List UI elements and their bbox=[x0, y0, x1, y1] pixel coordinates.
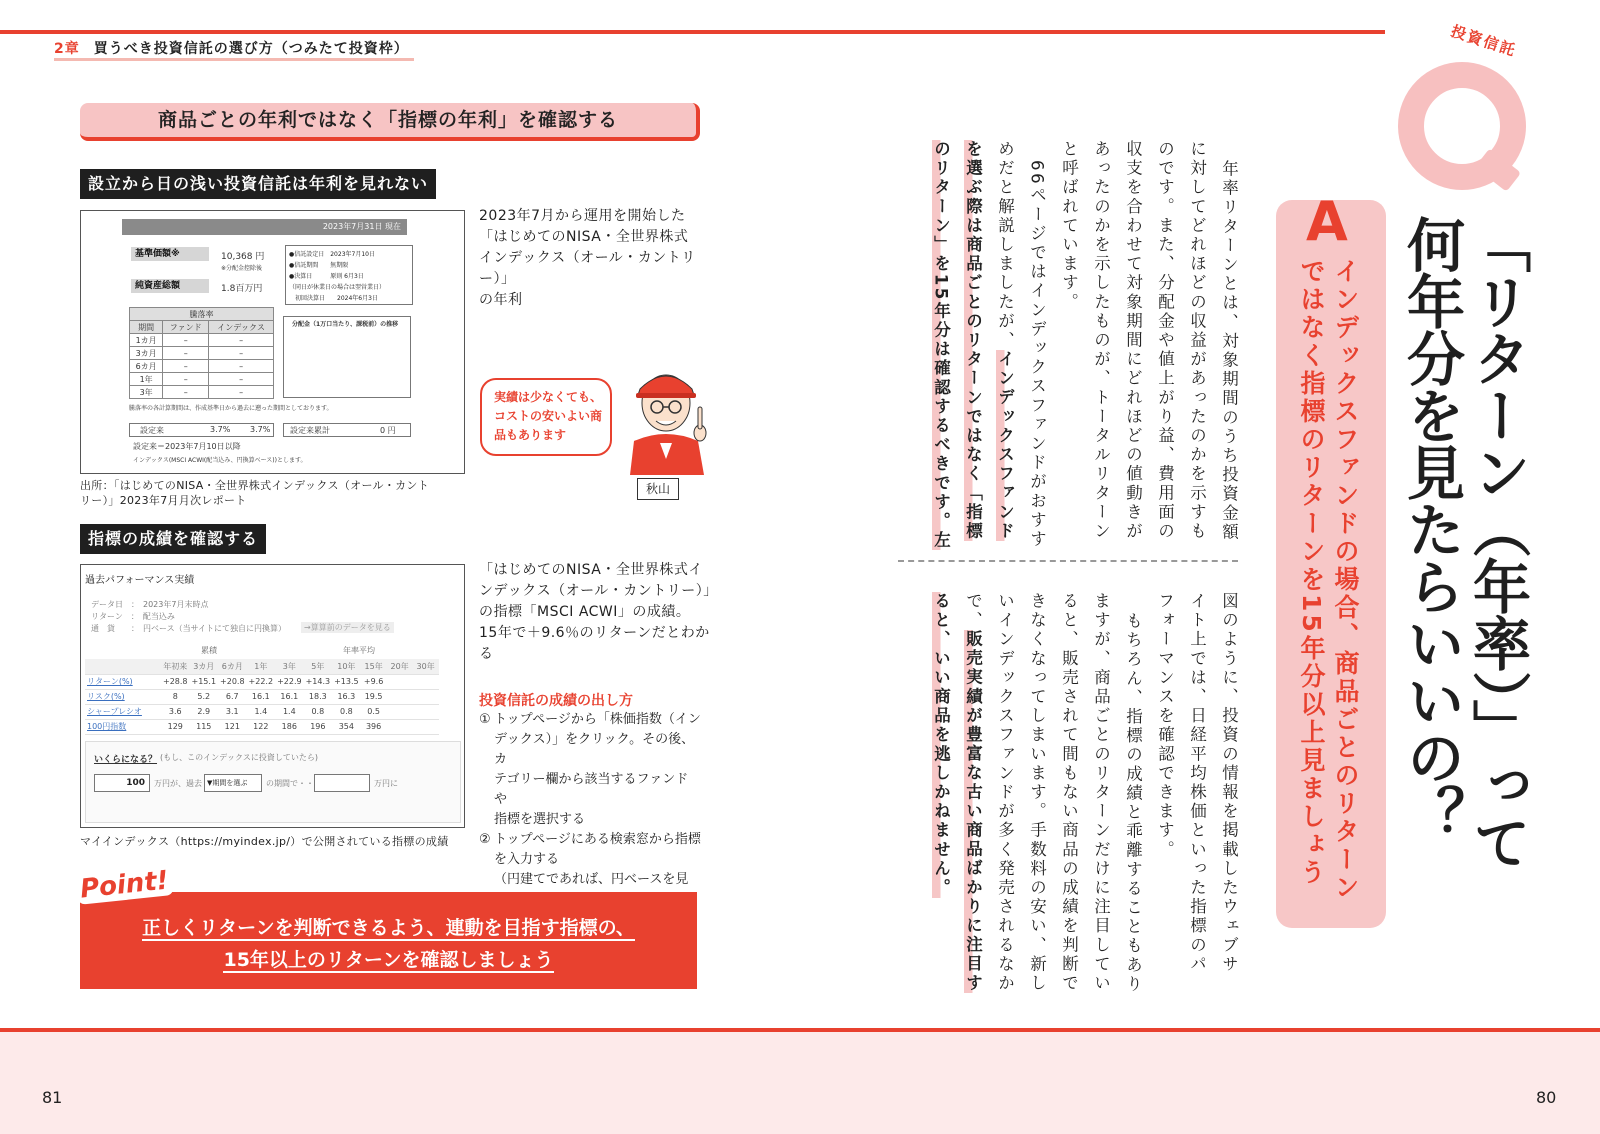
performance-title: 過去パフォーマンス実績 bbox=[85, 575, 195, 586]
top-rule bbox=[0, 30, 1385, 34]
calc-text: 万円に bbox=[374, 779, 398, 788]
page-number-left: 81 bbox=[42, 1088, 63, 1107]
speech-bubble: 実績は少なくても、コストの安いよい商品もあります bbox=[480, 378, 612, 456]
dashed-divider bbox=[898, 560, 1238, 562]
col-header: インデックス bbox=[209, 321, 274, 334]
table-row: 3カ月 – – bbox=[130, 347, 274, 360]
section2-label: 指標の成績を確認する bbox=[80, 524, 266, 554]
text-line: の指標「MSCI ACWI」の成績。 bbox=[479, 604, 691, 620]
body-col: 66ページではインデックスファンドがおすす bbox=[1027, 160, 1047, 550]
body-col: ると、販売されて間もない商品の成績を判断で bbox=[1059, 592, 1079, 994]
body-col: もちろん、指標の成績と乖離することもあり bbox=[1123, 612, 1143, 994]
chapter-number: 2章 bbox=[54, 41, 80, 57]
dividend-history-box bbox=[283, 316, 411, 398]
assets-label: 純資産総額 bbox=[131, 279, 209, 293]
info-line: （同日が休業日の場合は翌営業日） bbox=[289, 284, 386, 291]
emphasis-text: のリターン」を15年分は確認するべきです。左 bbox=[931, 140, 951, 551]
emphasis-text: 販売実績が豊富な古い商品ばかりに注目す bbox=[963, 630, 983, 994]
body-col: イト上では、日経平均株価といった指標のパ bbox=[1187, 592, 1207, 974]
since-index: 3.7% bbox=[250, 425, 271, 434]
col-header: 期間 bbox=[130, 321, 163, 334]
row-label-risk[interactable]: リスク(%) bbox=[85, 689, 161, 704]
nav-note: ※分配金控除後 bbox=[221, 265, 263, 272]
howto-list bbox=[479, 710, 701, 910]
table-row: シャープレシオ 3.6 2.9 3.1 1.4 1.4 0.8 0.8 0.5 bbox=[85, 704, 439, 719]
table-row: 6カ月 – – bbox=[130, 360, 274, 373]
body-col-emphasis bbox=[932, 140, 949, 550]
list-item: ① トップページから「株価指数（イン デックス）」をクリック。その後、カ テゴリー欄から該当するファンドや 指標を選択する bbox=[479, 712, 701, 827]
performance-table bbox=[85, 659, 439, 735]
info-line: ●信託期間 無期限 bbox=[289, 262, 349, 269]
table-row: 100円指数 129 115 121 122 186 196 354 396 bbox=[85, 719, 439, 734]
nav-label: 基準価額※ bbox=[131, 247, 209, 261]
table-row: 1カ月 – – bbox=[130, 334, 274, 347]
body-col: あったのかを示したものが、トータルリターン bbox=[1091, 140, 1111, 542]
div-total-label: 設定来累計 bbox=[290, 426, 330, 435]
div-total-value: 0 円 bbox=[380, 426, 396, 435]
table-row: リターン(%) +28.8 +15.1 +20.8 +22.2 +22.9 +14.3 +13.5 +9.6 bbox=[85, 674, 439, 689]
table-row: 1年 – – bbox=[130, 373, 274, 386]
info-line: ●信託設定日 2023年7月10日 bbox=[289, 251, 375, 258]
point-tag: Point! bbox=[75, 865, 174, 905]
section-banner: 商品ごとの年利ではなく「指標の年利」を確認する bbox=[80, 103, 700, 141]
table-row: リスク(%) 8 5.2 6.7 16.1 16.1 18.3 16.3 19.5 bbox=[85, 689, 439, 704]
chapter-heading bbox=[54, 38, 409, 58]
calc-text: の期間で・・ bbox=[266, 779, 314, 788]
text-line: 「はじめてのNISA・全世界株式イ bbox=[479, 562, 703, 578]
caption-line: 出所：「はじめてのNISA・全世界株式インデックス（オール・カント bbox=[80, 479, 430, 492]
since-fund: 3.7% bbox=[210, 425, 231, 434]
fund-description bbox=[479, 206, 709, 311]
answer-line1: インデックスファンドの場合、商品ごとのリターン bbox=[1331, 258, 1360, 902]
body-col bbox=[996, 140, 1013, 541]
return-rate-table bbox=[129, 307, 274, 399]
body-col: 年率リターンとは、対象期間のうち投資金額 bbox=[1219, 160, 1239, 542]
caption-line: リー）」2023年7月月次レポート bbox=[80, 494, 247, 507]
row-label-return[interactable]: リターン(%) bbox=[85, 674, 161, 689]
answer-letter: A bbox=[1306, 190, 1348, 253]
performance-screenshot bbox=[80, 564, 465, 828]
body-text: めだと解説しましたが、 bbox=[995, 140, 1015, 351]
calc-text: 万円が、過去 bbox=[154, 779, 202, 788]
body-text: で、 bbox=[963, 592, 983, 631]
since-note: 設定来＝2023年7月10日以降 bbox=[133, 442, 241, 451]
point-line: 15年以上のリターンを確認しましょう bbox=[223, 949, 554, 971]
perf-meta-link[interactable]: →算算前のデータを見る bbox=[301, 622, 394, 633]
return-note: 騰落率の各計算期間は、作成基準日から過去に遡った期間としております。 bbox=[129, 405, 333, 412]
text-line: る bbox=[479, 646, 494, 662]
row-label-index100[interactable]: 100円指数 bbox=[85, 719, 161, 734]
chapter-title: 買うべき投資信託の選び方（つみたて投資枠） bbox=[93, 41, 409, 57]
calc-note: (もし、このインデックスに投資していたら) bbox=[160, 753, 319, 762]
table-row: 3年 – – bbox=[130, 386, 274, 399]
calc-result-field[interactable] bbox=[314, 774, 370, 792]
section1-label: 設立から日の浅い投資信託は年利を見れない bbox=[80, 169, 436, 199]
point-text bbox=[80, 912, 697, 976]
info-line: ●決算日 原則 6月3日 bbox=[289, 273, 364, 280]
page-number-right: 80 bbox=[1536, 1088, 1557, 1107]
answer-line2: ではなく指標のリターンを15年分以上見ましょう bbox=[1297, 258, 1326, 887]
dividend-history-title: 分配金（1万口当たり、課税前）の推移 bbox=[292, 321, 399, 328]
group-header-annual: 年率平均 bbox=[343, 646, 375, 655]
index-note: インデックス(MSCI ACWI(配当込み、円換算ベース))とします。 bbox=[133, 457, 307, 464]
source-caption-1 bbox=[80, 478, 475, 508]
avatar-illustration bbox=[620, 355, 712, 475]
text-line: の年利 bbox=[479, 292, 523, 308]
body-col bbox=[964, 592, 981, 993]
perf-meta: データ日 ： 2023年7月末時点 bbox=[91, 600, 209, 609]
point-line: 正しくリターンを判断できるよう、連動を目指す指標の、 bbox=[142, 917, 635, 939]
body-col: と呼ばれています。 bbox=[1059, 140, 1079, 312]
calc-label: いくらになる？ bbox=[94, 755, 158, 765]
body-col: に対してどれほどの収益があったのかを示すも bbox=[1187, 140, 1207, 542]
body-col: フォーマンスを確認できます。 bbox=[1155, 592, 1175, 860]
avatar-name: 秋山 bbox=[637, 478, 679, 500]
body-col: ますが、商品ごとのリターンだけに注目してい bbox=[1091, 592, 1111, 994]
perf-meta: リターン ： 配当込み bbox=[91, 612, 175, 621]
dividend-total-row bbox=[283, 423, 411, 437]
emphasis-text: インデックスファンド bbox=[995, 350, 1015, 542]
fund-report-screenshot bbox=[80, 210, 465, 474]
text-line: 15年で＋9.6％のリターンだとわか bbox=[479, 625, 710, 641]
return-rate-title: 騰落率 bbox=[130, 308, 274, 321]
body-col: のです。また、分配金や値上がり益、費用面の bbox=[1155, 140, 1175, 542]
row-label-sharpe[interactable]: シャープレシオ bbox=[85, 704, 161, 719]
text-line: ンデックス（オール・カントリー）」 bbox=[479, 583, 718, 599]
body-col: きなくなってしまいます。手数料の安い、新し bbox=[1027, 592, 1047, 994]
question-title-line1: 「リターン（年率）」って bbox=[1463, 215, 1531, 870]
perf-meta: 通 貨 ： 円ベース（当サイトにて独自に円換算） bbox=[91, 624, 287, 633]
emphasis-text: を選ぶ際は商品ごとのリターンではなく「指標 bbox=[963, 140, 983, 542]
body-col: いインデックスファンドが多く発売されるなか bbox=[995, 592, 1015, 994]
fund-info-box bbox=[285, 245, 413, 305]
body-col-emphasis bbox=[932, 592, 949, 898]
fund-report-date: 2023年7月31日 現在 bbox=[122, 219, 407, 235]
body-col: 収支を合わせて対象期間にどれほどの値動きが bbox=[1123, 140, 1143, 542]
category-tag: 投資信託 bbox=[1448, 21, 1519, 61]
chapter-underline bbox=[54, 58, 414, 61]
list-item: ② トップページにある検索窓から指標 を入力する （円建てであれば、円ベースを見 bbox=[479, 832, 701, 887]
body-col-emphasis bbox=[964, 140, 981, 541]
since-label: 設定来 bbox=[140, 426, 164, 435]
index-description bbox=[479, 560, 718, 665]
text-line: 「はじめてのNISA・全世界株式 bbox=[479, 229, 689, 245]
text-line: 2023年7月から運用を開始した bbox=[479, 208, 686, 224]
assets-value: 1.8百万円 bbox=[221, 284, 263, 294]
text-line: インデックス（オール・カントリー）」 bbox=[479, 250, 696, 287]
emphasis-text: ると、いい商品を逃しかねません。 bbox=[931, 592, 951, 898]
table-header-row: 年初来 3カ月 6カ月 1年 3年 5年 10年 15年 20年 30年 bbox=[85, 659, 439, 674]
calculator-panel bbox=[85, 741, 461, 823]
nav-value: 10,368 円 bbox=[221, 252, 265, 262]
source-caption-2: マイインデックス（https://myindex.jp/）で公開されている指標の成績 bbox=[80, 835, 449, 848]
period-select[interactable]: ▼期間を選ぶ bbox=[204, 774, 262, 792]
info-line: 初回決算日 2024年6月3日 bbox=[289, 295, 378, 302]
body-col: 図のように、投資の情報を掲載したウェブサ bbox=[1219, 592, 1239, 974]
col-header: ファンド bbox=[163, 321, 209, 334]
question-title-line2: 何年分を見たらいいの？ bbox=[1397, 215, 1465, 842]
since-inception-row bbox=[129, 423, 274, 437]
calc-amount-input[interactable]: 100 bbox=[94, 774, 150, 792]
howto-title: 投資信託の成績の出し方 bbox=[479, 693, 633, 709]
group-header-cumulative: 累積 bbox=[201, 646, 217, 655]
page-footer bbox=[0, 1028, 1600, 1134]
